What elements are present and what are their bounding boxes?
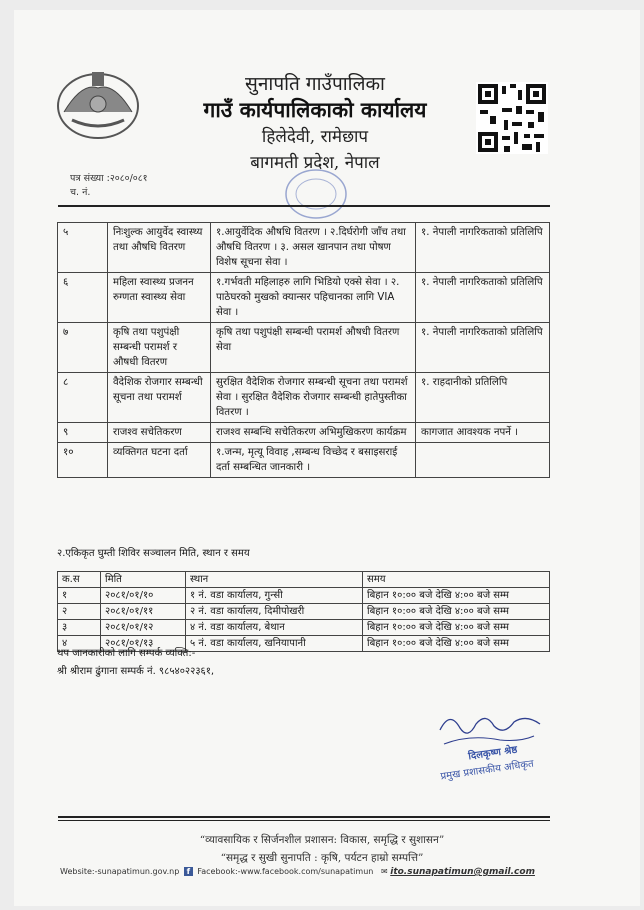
email-icon: ✉ (380, 867, 388, 876)
footer-slogan-1: “व्यावसायिक र सिर्जनशील प्रशासन: विकास, समृद्धि र सुशासन” (199, 834, 445, 846)
service-detail: १.गर्भवती महिलाहरु लागि भिडियो एक्से सेवा । २. पाठेघरको मुखको क्यान्सर पहिचानका लागि VIA सेवा । (211, 273, 416, 323)
service-document: १. नेपाली नागरिकताको प्रतिलिपि (416, 323, 550, 373)
service-row (58, 223, 550, 273)
letter-number: पत्र संख्या :२०८०/०८१ (70, 173, 148, 184)
office-stamp (268, 160, 364, 222)
facebook-link[interactable]: Facebook:-www.facebook.com/sunapatimun (197, 867, 374, 876)
service-detail: १.आयुर्वेदिक औषधि वितरण । २.दिर्घरोगी जाँच तथा औषधि वितरण । ३. असल खानपान तथा पोषण विशेष सूचना सेवा । (211, 223, 416, 273)
schedule-cell: २ (58, 604, 101, 620)
service-detail: राजश्व सम्बन्धि सचेतिकरण अभिमुखिकरण कार्यक्रम (211, 423, 416, 443)
schedule-cell: २ नं. वडा कार्यालय, दिमीपोखरी (186, 604, 363, 620)
service-document: १. नेपाली नागरिकताको प्रतिलिपि (416, 223, 550, 273)
municipality-name: सुनापति गाउँपालिका (245, 73, 385, 95)
schedule-header-row (58, 572, 550, 588)
section-2-title: २.एकिकृत घुम्ती शिविर सञ्चालन मिति, स्थान र समय (57, 548, 250, 559)
header-divider (58, 205, 550, 207)
service-name: निःशुल्क आयुर्वेद स्वास्थ्य तथा औषधि वितरण (108, 223, 211, 273)
schedule-cell: ५ नं. वडा कार्यालय, खनियापानी (186, 636, 363, 652)
schedule-row (58, 588, 550, 604)
schedule-cell: ४ नं. वडा कार्यालय, बेथान (186, 620, 363, 636)
schedule-cell: बिहान १०:०० बजे देखि ४:०० बजे सम्म (363, 636, 550, 652)
service-row (58, 443, 550, 478)
website-link[interactable]: Website:-sunapatimun.gov.np (60, 867, 180, 876)
contact-person: श्री श्रीराम ढुंगाना सम्पर्क नं. ९८५४०२२३६१, (57, 666, 215, 677)
schedule-cell: बिहान १०:०० बजे देखि ४:०० बजे सम्म (363, 588, 550, 604)
schedule-cell: ४ (58, 636, 101, 652)
services-table (57, 222, 550, 478)
schedule-header-cell: स्थान (186, 572, 363, 588)
footer-contacts (60, 867, 535, 877)
service-document: १. राहदानीको प्रतिलिपि (416, 373, 550, 423)
schedule-row (58, 604, 550, 620)
signatory-name: दिलकृष्ण श्रेष्ठ (467, 744, 519, 763)
service-detail: कृषि तथा पशुपंक्षी सम्बन्धी परामर्श औषधी वितरण सेवा (211, 323, 416, 373)
service-name: वैदेशिक रोजगार सम्बन्धी सूचना तथा परामर्श (108, 373, 211, 423)
nepal-emblem-logo (52, 62, 144, 142)
schedule-row (58, 620, 550, 636)
office-name: गाउँ कार्यपालिकाको कार्यालय (203, 97, 427, 122)
reference-block (70, 172, 148, 200)
service-name: महिला स्वास्थ्य प्रजनन रुग्णता स्वास्थ्य सेवा (108, 273, 211, 323)
service-detail: सुरक्षित वैदेशिक रोजगार सम्बन्धी सूचना तथा परामर्श सेवा । सुरक्षित वैदेशिक रोजगार सम्बन्धी हातेपुस्तीका वितरण । (211, 373, 416, 423)
service-number: ६ (58, 273, 108, 323)
service-number: ७ (58, 323, 108, 373)
footer-slogan-2: “समृद्ध र सुखी सुनापति : कृषि, पर्यटन हाम्रो सम्पत्ति” (220, 852, 424, 864)
schedule-header-cell: समय (363, 572, 550, 588)
footer-divider (58, 816, 550, 818)
schedule-header-cell: क.स (58, 572, 101, 588)
office-address: हिलेदेवी, रामेछाप (261, 127, 369, 147)
service-row (58, 273, 550, 323)
email-link[interactable]: ito.sunapatimun@gmail.com (390, 867, 535, 877)
contact-heading: थप जानकारीको लागि सम्पर्क व्यक्ति:- (57, 648, 196, 659)
schedule-header-cell: मिति (101, 572, 186, 588)
schedule-cell: २०८१/०१/११ (101, 604, 186, 620)
schedule-table (57, 571, 550, 652)
service-row (58, 423, 550, 443)
footer-divider-thin (58, 820, 550, 821)
service-name: व्यक्तिगत घटना दर्ता (108, 443, 211, 478)
service-number: ८ (58, 373, 108, 423)
service-document (416, 443, 550, 478)
schedule-cell: २०८१/०१/१२ (101, 620, 186, 636)
schedule-cell: २०८१/०१/१३ (101, 636, 186, 652)
service-document: १. नेपाली नागरिकताको प्रतिलिपि (416, 273, 550, 323)
service-detail: १.जन्म, मृत्यू विवाह ,सम्बन्ध विच्छेद र बसाइसराई दर्ता सम्बन्धित जानकारी । (211, 443, 416, 478)
service-name: राजश्व सचेतिकरण (108, 423, 211, 443)
schedule-cell: बिहान १०:०० बजे देखि ४:०० बजे सम्म (363, 604, 550, 620)
schedule-cell: १ (58, 588, 101, 604)
schedule-cell: ३ (58, 620, 101, 636)
schedule-cell: १ नं. वडा कार्यालय, गुन्सी (186, 588, 363, 604)
service-document: कागजात आवश्यक नपर्ने । (416, 423, 550, 443)
service-name: कृषि तथा पशुपंक्षी सम्बन्धी परामर्श र औषधी वितरण (108, 323, 211, 373)
service-number: ५ (58, 223, 108, 273)
service-row (58, 323, 550, 373)
province-line: बागमती प्रदेश, नेपाल (250, 153, 380, 173)
service-number: १० (58, 443, 108, 478)
facebook-icon: f (184, 867, 193, 876)
schedule-cell: २०८१/०१/१० (101, 588, 186, 604)
signatory-title: प्रमुख प्रशासकीय अधिकृत (439, 758, 535, 783)
qr-code (476, 82, 548, 154)
schedule-cell: बिहान १०:०० बजे देखि ४:०० बजे सम्म (363, 620, 550, 636)
service-number: ९ (58, 423, 108, 443)
service-row (58, 373, 550, 423)
dispatch-number: च. नं. (70, 187, 91, 198)
